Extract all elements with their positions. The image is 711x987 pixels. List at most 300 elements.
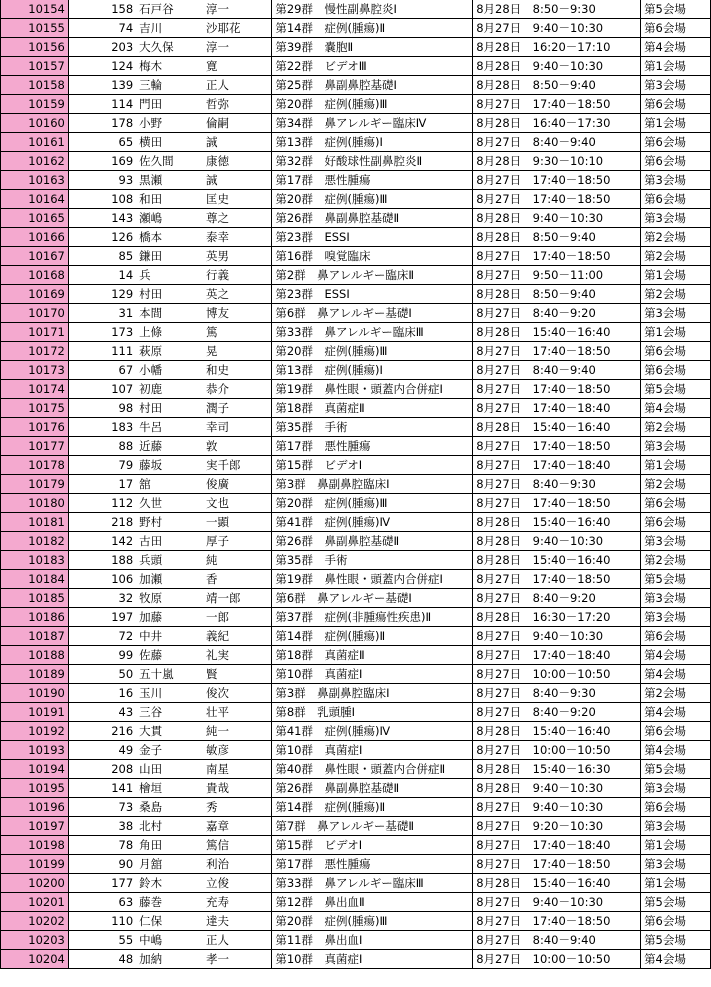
id-cell: 10177: [1, 437, 69, 456]
datetime-cell: 8月28日 15:40－16:40: [473, 418, 641, 437]
given-name-cell: 誠: [203, 133, 267, 152]
datetime-cell: 8月27日 8:40－9:40: [473, 133, 641, 152]
surname-cell: 加納: [136, 950, 203, 969]
datetime-cell: 8月28日 8:50－9:40: [473, 285, 641, 304]
surname-cell: 角田: [136, 836, 203, 855]
table-row: [1, 76, 711, 95]
table-row: [1, 285, 711, 304]
session-cell: 第35群 手術: [272, 418, 473, 437]
room-cell: 第6会場: [641, 342, 711, 361]
number-cell: 31: [68, 304, 136, 323]
given-name-cell: 幸司: [203, 418, 267, 437]
surname-cell: 仁保: [136, 912, 203, 931]
room-cell: 第6会場: [641, 152, 711, 171]
given-name-cell: 哲弥: [203, 95, 267, 114]
surname-cell: 吉川: [136, 19, 203, 38]
id-cell: 10185: [1, 589, 69, 608]
surname-cell: 中嶋: [136, 931, 203, 950]
number-cell: 14: [68, 266, 136, 285]
session-cell: 第20群 症例(腫瘍)Ⅲ: [272, 342, 473, 361]
datetime-cell: 8月28日 9:30－10:10: [473, 152, 641, 171]
room-cell: 第1会場: [641, 266, 711, 285]
room-cell: 第4会場: [641, 741, 711, 760]
given-name-cell: 篤: [203, 323, 267, 342]
room-cell: 第3会場: [641, 209, 711, 228]
id-cell: 10162: [1, 152, 69, 171]
id-cell: 10169: [1, 285, 69, 304]
table-row: [1, 760, 711, 779]
datetime-cell: 8月27日 8:40－9:20: [473, 589, 641, 608]
session-cell: 第3群 鼻副鼻腔臨床Ⅰ: [272, 475, 473, 494]
given-name-cell: 壮平: [203, 703, 267, 722]
id-cell: 10203: [1, 931, 69, 950]
session-cell: 第13群 症例(腫瘍)Ⅰ: [272, 361, 473, 380]
given-name-cell: 尊之: [203, 209, 267, 228]
number-cell: 177: [68, 874, 136, 893]
table-row: [1, 912, 711, 931]
session-cell: 第20群 症例(腫瘍)Ⅲ: [272, 494, 473, 513]
datetime-cell: 8月27日 8:40－9:30: [473, 475, 641, 494]
number-cell: 38: [68, 817, 136, 836]
room-cell: 第6会場: [641, 190, 711, 209]
datetime-cell: 8月28日 9:40－10:30: [473, 779, 641, 798]
id-cell: 10183: [1, 551, 69, 570]
number-cell: 55: [68, 931, 136, 950]
surname-cell: 門田: [136, 95, 203, 114]
room-cell: 第3会場: [641, 171, 711, 190]
table-row: [1, 779, 711, 798]
surname-cell: 石戸谷: [136, 0, 203, 19]
id-cell: 10195: [1, 779, 69, 798]
id-cell: 10189: [1, 665, 69, 684]
datetime-cell: 8月27日 8:40－9:20: [473, 304, 641, 323]
table-row: [1, 323, 711, 342]
table-row: [1, 646, 711, 665]
surname-cell: 鈴木: [136, 874, 203, 893]
table-row: [1, 380, 711, 399]
given-name-cell: 沙耶花: [203, 19, 267, 38]
surname-cell: 兵頭: [136, 551, 203, 570]
datetime-cell: 8月27日 17:40－18:40: [473, 646, 641, 665]
room-cell: 第2会場: [641, 285, 711, 304]
table-row: [1, 152, 711, 171]
given-name-cell: 恭介: [203, 380, 267, 399]
surname-cell: 和田: [136, 190, 203, 209]
room-cell: 第1会場: [641, 114, 711, 133]
table-row: [1, 855, 711, 874]
id-cell: 10174: [1, 380, 69, 399]
session-cell: 第15群 ビデオⅠ: [272, 456, 473, 475]
number-cell: 203: [68, 38, 136, 57]
given-name-cell: 礼実: [203, 646, 267, 665]
table-row: [1, 228, 711, 247]
datetime-cell: 8月28日 15:40－16:40: [473, 551, 641, 570]
given-name-cell: 利治: [203, 855, 267, 874]
table-row: [1, 456, 711, 475]
surname-cell: 横田: [136, 133, 203, 152]
datetime-cell: 8月28日 15:40－16:40: [473, 513, 641, 532]
given-name-cell: 文也: [203, 494, 267, 513]
number-cell: 112: [68, 494, 136, 513]
surname-cell: 中井: [136, 627, 203, 646]
number-cell: 32: [68, 589, 136, 608]
number-cell: 110: [68, 912, 136, 931]
room-cell: 第4会場: [641, 950, 711, 969]
id-cell: 10166: [1, 228, 69, 247]
session-cell: 第7群 鼻アレルギー基礎Ⅱ: [272, 817, 473, 836]
given-name-cell: 博友: [203, 304, 267, 323]
given-name-cell: 英之: [203, 285, 267, 304]
number-cell: 188: [68, 551, 136, 570]
datetime-cell: 8月27日 9:40－10:30: [473, 893, 641, 912]
given-name-cell: 淳一: [203, 0, 267, 19]
room-cell: 第5会場: [641, 570, 711, 589]
id-cell: 10190: [1, 684, 69, 703]
id-cell: 10167: [1, 247, 69, 266]
given-name-cell: 誠: [203, 171, 267, 190]
datetime-cell: 8月27日 17:40－18:40: [473, 399, 641, 418]
datetime-cell: 8月28日 9:40－10:30: [473, 57, 641, 76]
datetime-cell: 8月27日 10:00－10:50: [473, 741, 641, 760]
room-cell: 第3会場: [641, 779, 711, 798]
datetime-cell: 8月28日 9:40－10:30: [473, 209, 641, 228]
given-name-cell: 達夫: [203, 912, 267, 931]
surname-cell: 山田: [136, 760, 203, 779]
given-name-cell: 貴哉: [203, 779, 267, 798]
id-cell: 10176: [1, 418, 69, 437]
number-cell: 142: [68, 532, 136, 551]
table-row: [1, 589, 711, 608]
surname-cell: 牛呂: [136, 418, 203, 437]
surname-cell: 小幡: [136, 361, 203, 380]
surname-cell: 檜垣: [136, 779, 203, 798]
session-cell: 第6群 鼻アレルギー基礎Ⅰ: [272, 304, 473, 323]
surname-cell: 月舘: [136, 855, 203, 874]
number-cell: 49: [68, 741, 136, 760]
session-cell: 第15群 ビデオⅠ: [272, 836, 473, 855]
session-cell: 第12群 鼻出血Ⅱ: [272, 893, 473, 912]
given-name-cell: 秀: [203, 798, 267, 817]
table-row: [1, 494, 711, 513]
given-name-cell: 厚子: [203, 532, 267, 551]
datetime-cell: 8月28日 15:40－16:40: [473, 722, 641, 741]
id-cell: 10163: [1, 171, 69, 190]
room-cell: 第5会場: [641, 931, 711, 950]
room-cell: 第6会場: [641, 722, 711, 741]
room-cell: 第6会場: [641, 494, 711, 513]
id-cell: 10193: [1, 741, 69, 760]
datetime-cell: 8月28日 15:40－16:40: [473, 874, 641, 893]
given-name-cell: 行義: [203, 266, 267, 285]
room-cell: 第3会場: [641, 817, 711, 836]
given-name-cell: 晃: [203, 342, 267, 361]
id-cell: 10178: [1, 456, 69, 475]
session-cell: 第14群 症例(腫瘍)Ⅱ: [272, 627, 473, 646]
room-cell: 第5会場: [641, 0, 711, 19]
session-cell: 第8群 乳頭腫Ⅰ: [272, 703, 473, 722]
number-cell: 67: [68, 361, 136, 380]
table-row: [1, 247, 711, 266]
datetime-cell: 8月27日 17:40－18:40: [473, 836, 641, 855]
id-cell: 10172: [1, 342, 69, 361]
id-cell: 10196: [1, 798, 69, 817]
session-cell: 第34群 鼻アレルギー臨床Ⅳ: [272, 114, 473, 133]
given-name-cell: 篤信: [203, 836, 267, 855]
surname-cell: 桑島: [136, 798, 203, 817]
room-cell: 第6会場: [641, 95, 711, 114]
table-row: [1, 114, 711, 133]
datetime-cell: 8月28日 8:50－9:40: [473, 76, 641, 95]
datetime-cell: 8月27日 17:40－18:40: [473, 456, 641, 475]
number-cell: 93: [68, 171, 136, 190]
table-row: [1, 475, 711, 494]
number-cell: 216: [68, 722, 136, 741]
datetime-cell: 8月27日 8:40－9:20: [473, 703, 641, 722]
session-cell: 第10群 真菌症Ⅰ: [272, 741, 473, 760]
table-row: [1, 570, 711, 589]
session-cell: 第18群 真菌症Ⅱ: [272, 646, 473, 665]
session-cell: 第32群 好酸球性副鼻腔炎Ⅱ: [272, 152, 473, 171]
number-cell: 74: [68, 19, 136, 38]
room-cell: 第2会場: [641, 475, 711, 494]
given-name-cell: 康徳: [203, 152, 267, 171]
id-cell: 10184: [1, 570, 69, 589]
given-name-cell: 敏彦: [203, 741, 267, 760]
surname-cell: 村田: [136, 399, 203, 418]
table-row: [1, 399, 711, 418]
surname-cell: 小野: [136, 114, 203, 133]
session-cell: 第37群 症例(非腫瘍性疾患)Ⅱ: [272, 608, 473, 627]
session-cell: 第10群 真菌症Ⅰ: [272, 950, 473, 969]
session-cell: 第14群 症例(腫瘍)Ⅱ: [272, 19, 473, 38]
room-cell: 第4会場: [641, 38, 711, 57]
id-cell: 10161: [1, 133, 69, 152]
datetime-cell: 8月28日 15:40－16:30: [473, 760, 641, 779]
session-cell: 第16群 嗅覚臨床: [272, 247, 473, 266]
given-name-cell: 和史: [203, 361, 267, 380]
datetime-cell: 8月27日 8:40－9:30: [473, 684, 641, 703]
given-name-cell: 正人: [203, 931, 267, 950]
table-row: [1, 703, 711, 722]
datetime-cell: 8月28日 8:50－9:40: [473, 228, 641, 247]
id-cell: 10175: [1, 399, 69, 418]
table-row: [1, 266, 711, 285]
room-cell: 第3会場: [641, 532, 711, 551]
given-name-cell: 俊廣: [203, 475, 267, 494]
table-row: [1, 893, 711, 912]
datetime-cell: 8月27日 17:40－18:50: [473, 855, 641, 874]
number-cell: 114: [68, 95, 136, 114]
session-cell: 第20群 症例(腫瘍)Ⅲ: [272, 190, 473, 209]
surname-cell: 加藤: [136, 608, 203, 627]
number-cell: 78: [68, 836, 136, 855]
given-name-cell: 香: [203, 570, 267, 589]
room-cell: 第4会場: [641, 399, 711, 418]
id-cell: 10180: [1, 494, 69, 513]
table-row: [1, 608, 711, 627]
surname-cell: 三谷: [136, 703, 203, 722]
number-cell: 218: [68, 513, 136, 532]
session-cell: 第22群 ビデオⅢ: [272, 57, 473, 76]
session-cell: 第2群 鼻アレルギー臨床Ⅱ: [272, 266, 473, 285]
number-cell: 73: [68, 798, 136, 817]
id-cell: 10181: [1, 513, 69, 532]
table-row: [1, 171, 711, 190]
surname-cell: 兵: [136, 266, 203, 285]
table-row: [1, 133, 711, 152]
session-cell: 第39群 嚢胞Ⅱ: [272, 38, 473, 57]
datetime-cell: 8月27日 17:40－18:50: [473, 95, 641, 114]
surname-cell: 橋本: [136, 228, 203, 247]
datetime-cell: 8月27日 9:40－10:30: [473, 627, 641, 646]
given-name-cell: 俊次: [203, 684, 267, 703]
id-cell: 10168: [1, 266, 69, 285]
id-cell: 10191: [1, 703, 69, 722]
session-cell: 第41群 症例(腫瘍)Ⅳ: [272, 722, 473, 741]
session-cell: 第14群 症例(腫瘍)Ⅱ: [272, 798, 473, 817]
number-cell: 173: [68, 323, 136, 342]
room-cell: 第6会場: [641, 361, 711, 380]
number-cell: 208: [68, 760, 136, 779]
table-row: [1, 361, 711, 380]
table-row: [1, 836, 711, 855]
id-cell: 10164: [1, 190, 69, 209]
surname-cell: 牧原: [136, 589, 203, 608]
surname-cell: 佐久間: [136, 152, 203, 171]
surname-cell: 近藤: [136, 437, 203, 456]
session-cell: 第18群 真菌症Ⅱ: [272, 399, 473, 418]
number-cell: 50: [68, 665, 136, 684]
datetime-cell: 8月27日 17:40－18:50: [473, 171, 641, 190]
datetime-cell: 8月28日 16:20－17:10: [473, 38, 641, 57]
room-cell: 第5会場: [641, 760, 711, 779]
number-cell: 124: [68, 57, 136, 76]
surname-cell: 加瀬: [136, 570, 203, 589]
number-cell: 85: [68, 247, 136, 266]
datetime-cell: 8月27日 17:40－18:50: [473, 570, 641, 589]
session-cell: 第35群 手術: [272, 551, 473, 570]
datetime-cell: 8月28日 16:40－17:30: [473, 114, 641, 133]
id-cell: 10201: [1, 893, 69, 912]
session-cell: 第11群 鼻出血Ⅰ: [272, 931, 473, 950]
datetime-cell: 8月27日 17:40－18:50: [473, 342, 641, 361]
given-name-cell: 一顕: [203, 513, 267, 532]
surname-cell: 上條: [136, 323, 203, 342]
number-cell: 17: [68, 475, 136, 494]
number-cell: 72: [68, 627, 136, 646]
number-cell: 108: [68, 190, 136, 209]
given-name-cell: 靖一郎: [203, 589, 267, 608]
room-cell: 第1会場: [641, 836, 711, 855]
room-cell: 第6会場: [641, 798, 711, 817]
number-cell: 139: [68, 76, 136, 95]
table-row: [1, 95, 711, 114]
datetime-cell: 8月27日 17:40－18:50: [473, 494, 641, 513]
table-row: [1, 342, 711, 361]
room-cell: 第4会場: [641, 665, 711, 684]
room-cell: 第1会場: [641, 456, 711, 475]
session-cell: 第25群 鼻副鼻腔基礎Ⅰ: [272, 76, 473, 95]
session-cell: 第17群 悪性腫瘍: [272, 855, 473, 874]
surname-cell: 野村: [136, 513, 203, 532]
session-cell: 第19群 鼻性眼・頭蓋内合併症Ⅰ: [272, 570, 473, 589]
surname-cell: 大久保: [136, 38, 203, 57]
table-row: [1, 950, 711, 969]
number-cell: 88: [68, 437, 136, 456]
surname-cell: 初鹿: [136, 380, 203, 399]
room-cell: 第4会場: [641, 646, 711, 665]
room-cell: 第6会場: [641, 513, 711, 532]
id-cell: 10188: [1, 646, 69, 665]
table-row: [1, 209, 711, 228]
session-cell: 第17群 悪性腫瘍: [272, 437, 473, 456]
id-cell: 10192: [1, 722, 69, 741]
room-cell: 第2会場: [641, 418, 711, 437]
number-cell: 99: [68, 646, 136, 665]
number-cell: 106: [68, 570, 136, 589]
surname-cell: 本間: [136, 304, 203, 323]
surname-cell: 金子: [136, 741, 203, 760]
session-cell: 第23群 ESSⅠ: [272, 285, 473, 304]
surname-cell: 鎌田: [136, 247, 203, 266]
surname-cell: 梅木: [136, 57, 203, 76]
room-cell: 第6会場: [641, 19, 711, 38]
room-cell: 第1会場: [641, 323, 711, 342]
table-row: [1, 551, 711, 570]
given-name-cell: 倫嗣: [203, 114, 267, 133]
table-row: [1, 627, 711, 646]
room-cell: 第2会場: [641, 684, 711, 703]
room-cell: 第1会場: [641, 874, 711, 893]
given-name-cell: 実千郎: [203, 456, 267, 475]
surname-cell: 古田: [136, 532, 203, 551]
surname-cell: 北村: [136, 817, 203, 836]
surname-cell: 舘: [136, 475, 203, 494]
datetime-cell: 8月27日 8:40－9:40: [473, 931, 641, 950]
surname-cell: 萩原: [136, 342, 203, 361]
surname-cell: 佐藤: [136, 646, 203, 665]
given-name-cell: 正人: [203, 76, 267, 95]
room-cell: 第6会場: [641, 133, 711, 152]
number-cell: 143: [68, 209, 136, 228]
id-cell: 10194: [1, 760, 69, 779]
datetime-cell: 8月27日 9:50－11:00: [473, 266, 641, 285]
surname-cell: 瀬嶋: [136, 209, 203, 228]
id-cell: 10171: [1, 323, 69, 342]
session-cell: 第33群 鼻アレルギー臨床Ⅲ: [272, 874, 473, 893]
datetime-cell: 8月27日 17:40－18:50: [473, 190, 641, 209]
session-cell: 第13群 症例(腫瘍)Ⅰ: [272, 133, 473, 152]
session-cell: 第40群 鼻性眼・頭蓋内合併症Ⅱ: [272, 760, 473, 779]
table-row: [1, 684, 711, 703]
table-row: [1, 931, 711, 950]
table-row: [1, 665, 711, 684]
given-name-cell: 匡史: [203, 190, 267, 209]
id-cell: 10204: [1, 950, 69, 969]
number-cell: 63: [68, 893, 136, 912]
id-cell: 10156: [1, 38, 69, 57]
number-cell: 169: [68, 152, 136, 171]
session-cell: 第26群 鼻副鼻腔基礎Ⅱ: [272, 532, 473, 551]
id-cell: 10202: [1, 912, 69, 931]
number-cell: 107: [68, 380, 136, 399]
number-cell: 43: [68, 703, 136, 722]
number-cell: 141: [68, 779, 136, 798]
id-cell: 10197: [1, 817, 69, 836]
table-row: [1, 513, 711, 532]
room-cell: 第4会場: [641, 703, 711, 722]
datetime-cell: 8月28日 8:50－9:30: [473, 0, 641, 19]
